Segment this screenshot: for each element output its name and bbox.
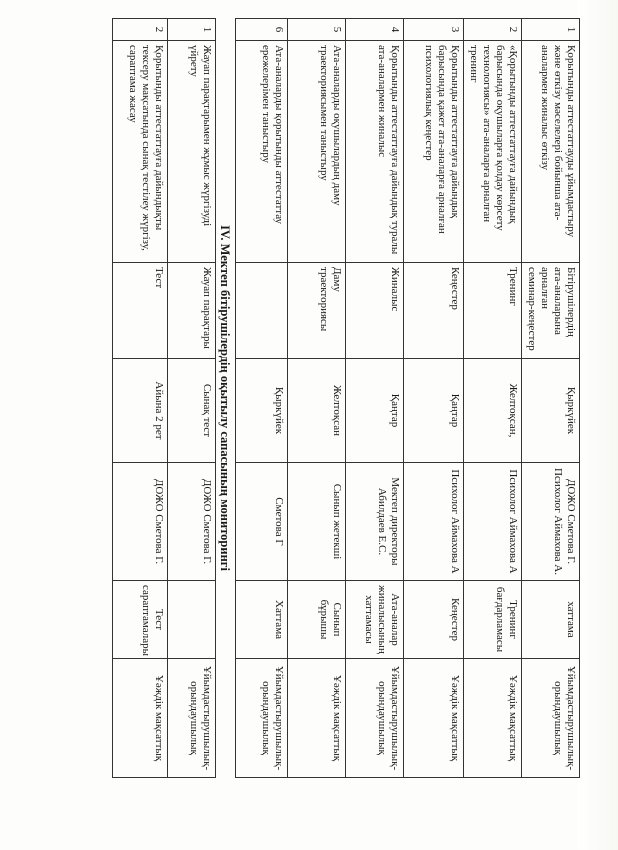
cell-form: Тренинг [464,262,521,358]
cell-time: Қаңтар [404,358,463,462]
cell-doc: хаттама [522,580,579,658]
cell-doc [168,580,215,658]
cell-doc: Тест сараптамалары [113,580,167,658]
cell-num: 1 [522,18,579,40]
cell-name: Қорытынды аттестаттауды ұйымдастыру және өткізу мәселелері бойынша ата-аналармен жиналыс өткізу [522,40,579,262]
rotated-table [40,18,580,778]
cell-num: 2 [464,18,521,40]
cell-form: Даму траекториясы [288,262,345,358]
cell-use: Ұәждік мақсаттық [113,658,167,778]
cell-doc: Ата-аналар жиналысының хаттамасы [346,580,403,658]
cell-use: Ұйымдастырушылық-орындаушылық [236,658,287,778]
table-row [236,18,288,778]
cell-name: Ата-аналарды қорытынды аттестаттау ережелерімен таныстыру [236,40,287,262]
cell-time: Қыркүйек [522,358,579,462]
table-row [522,18,580,778]
cell-resp: ДОЖО Сметова Г. Психолог Аймахова А. [522,462,579,580]
cell-resp: Психолог Аймахова А [464,462,521,580]
cell-doc: Сынып бұрышы [288,580,345,658]
cell-time: Қыркүйек [236,358,287,462]
cell-doc: Кеңестер [404,580,463,658]
cell-num: 4 [346,18,403,40]
cell-time: Желтоқсан, [464,358,521,462]
cell-resp: Сынып жетекші [288,462,345,580]
cell-form: Тест [113,262,167,358]
table-row [168,18,216,778]
table-row [464,18,522,778]
cell-resp: ДОЖО Сметова Г. [113,462,167,580]
cell-resp: Психолог Аймахова А [404,462,463,580]
table-row [346,18,404,778]
cell-form: Жауап парақтары [168,262,215,358]
cell-form: Бітірушілердің ата-аналарына арналған семинар-кеңестер [522,262,579,358]
cell-num: 6 [236,18,287,40]
cell-num: 1 [168,18,215,40]
cell-form: Жиналыс [346,262,403,358]
table-row [112,18,168,778]
cell-doc: Хаттама [236,580,287,658]
cell-name: Қорытынды аттестаттауға дайындық туралы ата-аналармен жиналыс [346,40,403,262]
cell-resp: Сметова Г [236,462,287,580]
cell-time: Желтоқсан [288,358,345,462]
cell-use: Ұәждік мақсаттық [404,658,463,778]
cell-form: Кеңестер [404,262,463,358]
table-row [404,18,464,778]
cell-use: Ұйымдастырушылық-орындаушылық [346,658,403,778]
table-row [288,18,346,778]
cell-name: «Қорытынды аттестаттауға дайындық барысында оқушыларға қолдау көрсету технологиясы» ата-аналарға арналған тренинг [464,40,521,262]
cell-time: Айына 2 рет [113,358,167,462]
cell-use: Ұәждік мақсаттық [288,658,345,778]
cell-time: Сынақ тест [168,358,215,462]
cell-form [236,262,287,358]
cell-use: Ұйымдастырушылық-орындаушылық [168,658,215,778]
cell-resp: Мектеп директоры Абилдаев Е.С. [346,462,403,580]
cell-name: Қорытынды аттестаттауға дайындық барысында қажет ата-аналарға арналған психологиялық кеңестер [404,40,463,262]
cell-resp: ДОЖО Сметова Г. [168,462,215,580]
cell-use: Ұәждік мақсаттық [464,658,521,778]
cell-num: 3 [404,18,463,40]
cell-doc: Тренинг бағдарламасы [464,580,521,658]
cell-time: Қаңтар [346,358,403,462]
section-title: IV. Мектеп бітірушілердің оқытылу сапасының мониторингі [216,18,236,778]
cell-num: 2 [113,18,167,40]
cell-name: Жауап парақтарымен жұмыс жүргізуді үйрету [168,40,215,262]
cell-num: 5 [288,18,345,40]
cell-use: Ұйымдастырушылық-орындаушылық [522,658,579,778]
cell-name: Ата-аналарды оқушылардың даму траекториясымен таныстыру [288,40,345,262]
cell-name: Қорытынды аттестаттауға дайындықты тексеру мақсатында сынақ тестілеу жүргізу, сараптама жасау [113,40,167,262]
page-margin [578,0,618,850]
